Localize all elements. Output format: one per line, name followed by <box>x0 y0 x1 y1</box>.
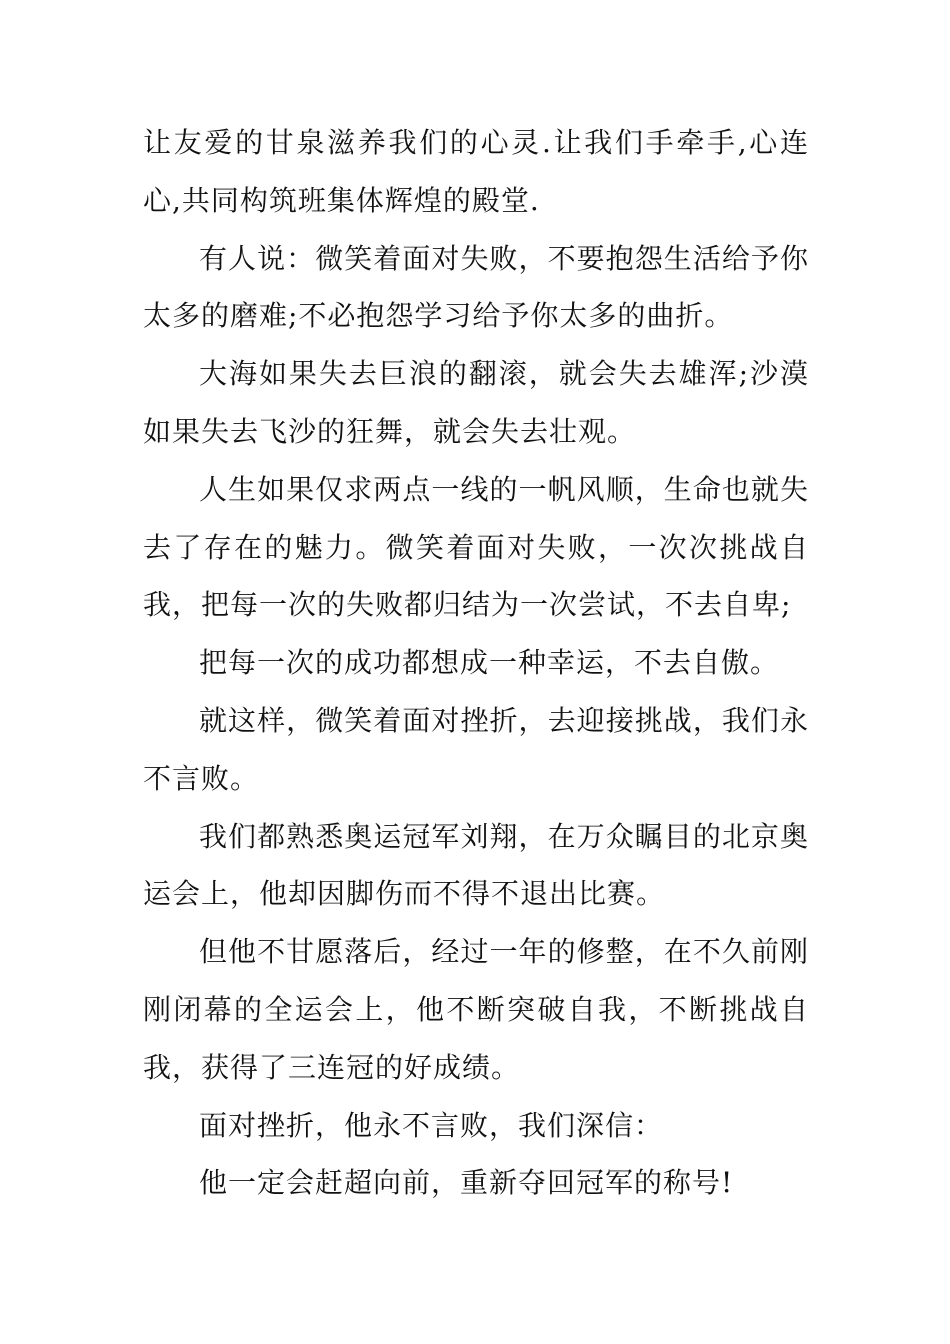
paragraph-1: 让友爱的甘泉滋养我们的心灵.让我们手牵手,心连心,共同构筑班集体辉煌的殿堂. <box>143 126 809 217</box>
paragraph-8: 但他不甘愿落后，经过一年的修整，在不久前刚刚闭幕的全运会上，他不断突破自我，不断挑战自我，获得了三连冠的好成绩。 <box>143 935 809 1084</box>
paragraph-3: 大海如果失去巨浪的翻滚，就会失去雄浑;沙漠如果失去飞沙的狂舞，就会失去壮观。 <box>143 357 809 448</box>
paragraph-7: 我们都熟悉奥运冠军刘翔，在万众瞩目的北京奥运会上，他却因脚伤而不得不退出比赛。 <box>143 819 809 911</box>
document-body <box>143 114 809 1212</box>
paragraph-2: 有人说：微笑着面对失败，不要抱怨生活给予你太多的磨难;不必抱怨学习给予你太多的曲折。 <box>143 241 809 333</box>
paragraph-9: 面对挫折，他永不言败，我们深信： <box>199 1108 664 1142</box>
paragraph-10: 他一定会赶超向前，重新夺回冠军的称号! <box>199 1166 734 1200</box>
paragraph-5: 把每一次的成功都想成一种幸运，不去自傲。 <box>199 646 780 680</box>
paragraph-6: 就这样，微笑着面对挫折，去迎接挑战，我们永不言败。 <box>143 703 809 795</box>
paragraph-4: 人生如果仅求两点一线的一帆风顺，生命也就失去了存在的魅力。微笑着面对失败，一次次挑战自我，把每一次的失败都归结为一次尝试，不去自卑; <box>143 472 809 622</box>
